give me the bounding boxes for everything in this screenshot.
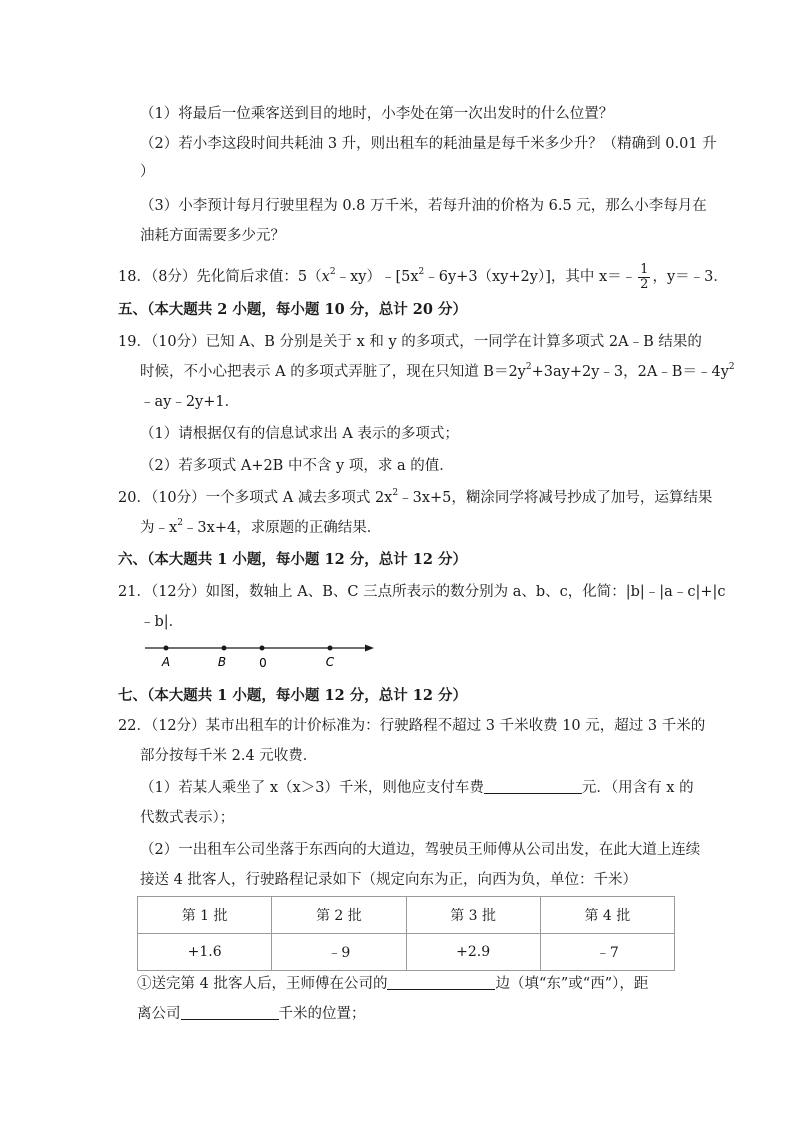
q20-line2-b: ﹣3x+4，求原题的正确结果．	[182, 520, 382, 536]
q22-sub1-d: 千米的位置；	[278, 1006, 366, 1022]
q19-square-2: 2	[728, 362, 735, 372]
q17-part1: （1）将最后一位乘客送到目的地时，小李处在第一次出发时的什么位置？	[140, 106, 614, 122]
table-header-cell: 第 1 批	[138, 897, 272, 934]
q22-part2-line2: 接送 4 批客人，行驶路程记录如下（规定向东为正，向西为负，单位：千米）	[140, 872, 637, 888]
q22-line1: 22．（12分）某市出租车的计价标准为：行驶路程不超过 3 千米收费 10 元，超过 3 千米的	[118, 718, 706, 734]
q22-part1-line1	[140, 778, 694, 798]
q20-line1-a: 20．（10分）一个多项式 A 减去多项式 2x	[118, 490, 393, 506]
q19-line3: ﹣ay﹣2y+1．	[140, 394, 240, 410]
q19-line2-a: 时候，不小心把表示 A 的多项式弄脏了，现在只知道 B＝2y	[140, 364, 526, 380]
q19-square-1: 2	[525, 362, 532, 372]
q17-part3-line1: （3）小李预计每月行驶里程为 0.8 万千米，若每升油的价格为 6.5 元，那么小李每月在	[140, 198, 707, 214]
q19-line2-b: +3ay+2y﹣3，2A﹣B＝﹣4y	[531, 364, 729, 380]
point-a-dot	[164, 646, 169, 651]
table-cell: ﹣7	[540, 934, 674, 971]
q22-line2: 部分按每千米 2.4 元收费．	[140, 748, 318, 764]
q22-direction-blank[interactable]	[387, 974, 495, 990]
point-b-label: B	[217, 655, 227, 669]
q22-sub1-a: ①送完第 4 批客人后，王师傅在公司的	[137, 976, 388, 992]
q20-line2-a: 为﹣x	[140, 520, 178, 536]
section-5-heading: 五、（本大题共 2 小题，每小题 10 分，总计 20 分）	[118, 301, 467, 318]
table-header-cell: 第 4 批	[540, 897, 674, 934]
table-header-cell: 第 2 批	[272, 897, 406, 934]
q20-line1-b: ﹣3x+5，糊涂同学将减号抄成了加号，运算结果	[398, 490, 713, 506]
q19-line2	[140, 362, 735, 382]
q17-part2-line1: （2）若小李这段时间共耗油 3 升，则出租车的耗油量是每千米多少升？（精确到 0.01 升	[140, 136, 717, 152]
table-header-row	[138, 897, 675, 934]
q21-line1: 21．（12分）如图，数轴上 A、B、C 三点所表示的数分别为 a、b、c，化简：|b|﹣|a﹣c|+|c	[118, 584, 726, 600]
trip-record-table	[137, 896, 675, 971]
point-c-dot	[328, 646, 333, 651]
point-b-dot	[222, 646, 227, 651]
table-cell: +2.9	[406, 934, 540, 971]
q21-line2: ﹣b|．	[140, 614, 184, 630]
q18-frac-denominator: 2	[640, 276, 649, 292]
q18-frac-numerator: 1	[640, 261, 649, 277]
point-a-label: A	[161, 655, 171, 669]
section-7-heading: 七、（本大题共 1 小题，每小题 12 分，总计 12 分）	[118, 687, 467, 704]
number-line-arrow	[365, 645, 374, 652]
q18-square-2: 2	[418, 267, 425, 277]
q20-line1	[118, 488, 712, 508]
q22-part1-line2: 代数式表示）；	[140, 810, 235, 826]
section-6-heading: 六、（本大题共 1 小题，每小题 12 分，总计 12 分）	[118, 551, 467, 568]
q18-expr-c: ﹣6y+3（xy+2y）]，其中 x＝﹣	[424, 269, 637, 285]
q19-part2: （2）若多项式 A+2B 中不含 y 项，求 a 的值．	[140, 458, 454, 474]
table-row	[138, 934, 675, 971]
q22-distance-blank[interactable]	[181, 1004, 279, 1020]
q22-part1-b: 元．（用含有 x 的	[581, 780, 694, 796]
table-cell: +1.6	[138, 934, 272, 971]
q17-part2-line2: ）	[140, 164, 155, 180]
q20-square-1: 2	[392, 488, 399, 498]
origin-label: 0	[259, 656, 267, 670]
q17-part3-line2: 油耗方面需要多少元？	[140, 228, 285, 244]
q18-var-x: x	[321, 269, 330, 285]
q19-line1: 19．（10分）已知 A、B 分别是关于 x 和 y 的多项式，一同学在计算多项式 2A﹣B 结果的	[118, 334, 702, 350]
q18-square-1: 2	[329, 267, 336, 277]
q18-expr-b: ﹣xy）﹣[5x	[335, 269, 419, 285]
table-cell: ﹣9	[272, 934, 406, 971]
number-line	[140, 636, 380, 674]
q22-sub1-line2	[137, 1004, 366, 1024]
q18-question	[118, 262, 728, 292]
point-c-label: C	[325, 655, 335, 669]
q20-line2	[140, 518, 381, 538]
q18-fraction	[638, 263, 650, 292]
q18-intro: 18．（8分）先化简后求值：5（	[118, 269, 322, 285]
q22-part1-a: （1）若某人乘坐了 x（x＞3）千米，则他应支付车费	[140, 780, 484, 796]
q20-square-2: 2	[177, 518, 183, 528]
q22-fare-answer-blank[interactable]	[484, 778, 582, 794]
q18-tail: ，y＝﹣3．	[652, 269, 728, 285]
origin-dot	[260, 646, 265, 651]
q19-part1: （1）请根据仅有的信息试求出 A 表示的多项式；	[140, 426, 459, 442]
q22-sub1-c: 离公司	[137, 1006, 181, 1022]
table-header-cell: 第 3 批	[406, 897, 540, 934]
q22-part2-line1: （2）一出租车公司坐落于东西向的大道边，驾驶员王师傅从公司出发，在此大道上连续	[140, 842, 701, 858]
q22-sub1-b: 边（填“东”或“西”），距	[495, 976, 649, 992]
q22-sub1-line1	[137, 974, 648, 994]
